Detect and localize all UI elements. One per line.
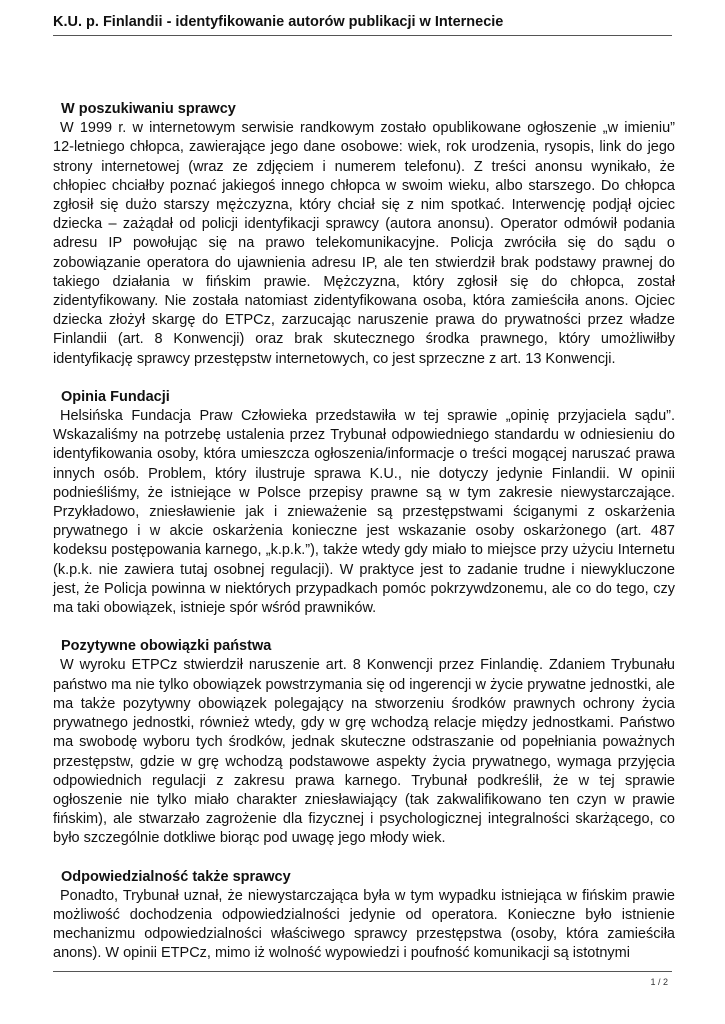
document-header-title: K.U. p. Finlandii - identyfikowanie autorów publikacji w Internecie (53, 14, 504, 30)
section-paragraph: Ponadto, Trybunał uznał, że niewystarczająca była w tym wypadku istniejąca w fińskim prawie możliwość dochodzenia odpowiedzialności jedynie od operatora. Konieczne było istnienie mechanizmu odpowiedzialności właściwego sprawcy przestępstwa (osoby, która zamieściła anons). W opinii ETPCz, mimo iż wolność wypowiedzi i poufność komunikacji są istotnymi (53, 887, 675, 962)
document-content (53, 100, 675, 983)
section-pozytywne-obowiazki-panstwa (53, 637, 675, 848)
section-w-poszukiwaniu-sprawcy (53, 100, 675, 369)
section-heading: Odpowiedzialność także sprawcy (61, 868, 291, 885)
section-heading: Opinia Fundacji (61, 388, 170, 405)
section-paragraph: W 1999 r. w internetowym serwisie randkowym zostało opublikowane ogłoszenie „w imieniu” 12-letniego chłopca, zawierające jego dane osobowe: wiek, rok urodzenia, rysopis, link do jego strony internetowej (wraz ze zdjęciem i numerem telefonu). Z treści anonsu wynikało, że chłopiec chciałby poznać jakiegoś innego chłopca w swoim wieku, albo starszego. Do chłopca zgłosił się dużo starszy mężczyzna, który chciał się z nim spotkać. Interwencję podjął ojciec dziecka – zażądał od policji identyfikacji sprawcy (autora anonsu). Operator odmówił podania adresu IP powołując się na prawo telekomunikacyjne. Policja zwróciła się do sądu o zobowiązanie operatora do ujawnienia adresu IP, ale ten stwierdził brak podstawy prawnej do takiego działania w fińskim prawie. Mężczyzna, który zgłosił się do chłopca, został zidentyfikowany. Nie została natomiast zidentyfikowana osoba, która zamieściła anons. Ojciec dziecka złożył skargę do ETPCz, zarzucając naruszenie prawa do prywatności przez władze Finlandii (art. 8 Konwencji) oraz brak skutecznego środka prawnego, który umożliwiłby identyfikację sprawcy przestępstw internetowych, co jest sprzeczne z art. 13 Konwencji. (53, 120, 675, 367)
footer-divider (53, 971, 672, 972)
header-divider (53, 35, 672, 36)
section-paragraph: Helsińska Fundacja Praw Człowieka przedstawiła w tej sprawie „opinię przyjaciela sądu”. Wskazaliśmy na potrzebę ustalenia przez Trybunał odpowiedniego standardu w odniesieniu do identyfikowania osoby, która umieszcza ogłoszenia/informacje o treści mogącej naruszać prawa innych osób. Problem, który ilustruje sprawa K.U., nie dotyczy jedynie Finlandii. W opinii podnieśliśmy, że istniejące w Polsce przepisy prawne są w tym zakresie niewystarczające. Przykładowo, zniesławienie jak i znieważenie są przestępstwami ściganymi z oskarżenia prywatnego i w akcie oskarżenia konieczne jest wskazanie osoby oskarżonego (art. 487 kodeksu postępowania karnego, „k.p.k.”), także wtedy gdy miało to miejsce przy użyciu Internetu (k.p.k. nie zawiera tutaj osobnej regulacji). W praktyce jest to zadanie trudne i niewykluczone jest, że Policja powinna w niektórych przypadkach pomóc pokrzywdzonemu, ale co do tego, czy ma taki obowiązek, istnieje spór wśród prawników. (53, 408, 675, 617)
page-number: 1 / 2 (650, 977, 668, 987)
section-paragraph: W wyroku ETPCz stwierdził naruszenie art. 8 Konwencji przez Finlandię. Zdaniem Trybunału państwo ma nie tylko obowiązek powstrzymania się od ingerencji w życie prywatne jednostki, ale ma także pozytywny obowiązek polegający na stworzeniu środków prawnych ochrony życia prywatnego jednostki, również wtedy, gdy w grę wchodzą relacje między jednostkami. Państwo ma swobodę wyboru tych środków, jednak skuteczne odstraszanie od popełniania poważnych przestępstw, gdzie w grę wchodzą podstawowe aspekty życia prywatnego, wymaga przyjęcia odpowiednich regulacji z zakresu prawa karnego. Trybunał podkreślił, że w tej sprawie ogłoszenie nie tylko miało charakter zniesławiający (tak zakwalifikowano ten czyn w prawie fińskim), ale stwarzało zagrożenie dla fizycznej i psychologicznej integralności skarżącego, co było szczególnie dotkliwe biorąc pod uwagę jego młody wiek. (53, 657, 675, 847)
section-heading: Pozytywne obowiązki państwa (61, 638, 272, 655)
section-opinia-fundacji (53, 388, 675, 618)
section-odpowiedzialnosc-takze-sprawcy (53, 868, 675, 964)
section-heading: W poszukiwaniu sprawcy (61, 101, 236, 117)
